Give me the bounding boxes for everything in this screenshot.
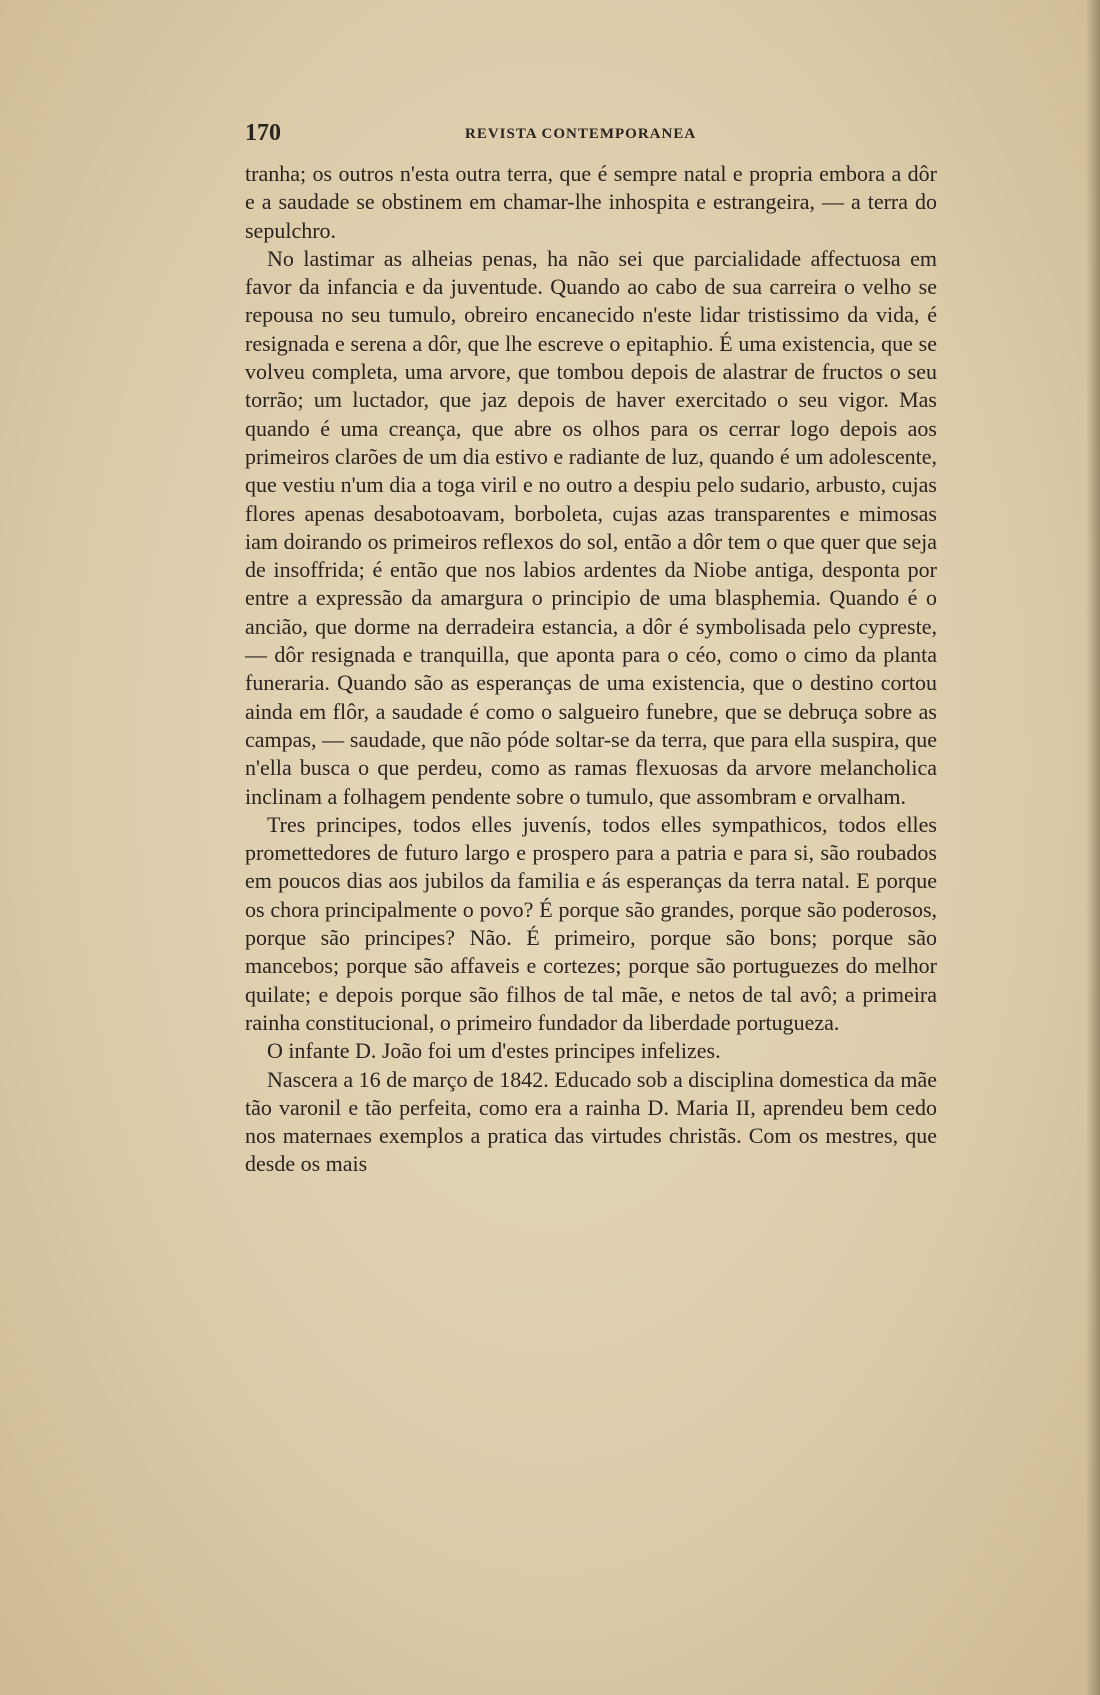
paragraph-5: Nascera a 16 de março de 1842. Educado sob a disciplina domestica da mãe tão varonil e tão perfeita, como era a rainha D. Maria II, aprendeu bem cedo nos maternaes exemplos a pratica das virtudes christãs. Com os mestres, que desde os mais [245, 1066, 937, 1177]
paragraph-2: No lastimar as alheias penas, ha não sei que parcialidade affectuosa em favor da infancia e da juventude. Quando ao cabo de sua carreira o velho se repousa no seu tumulo, obreiro encanecido n'este lidar tristissimo da vida, é resignada e serena a dôr, que lhe escreve o epitaphio. É uma existencia, que se volveu completa, uma arvore, que tombou depois de alastrar de fructos o seu torrão; um luctador, que jaz depois de haver exercitado o seu vigor. Mas quando é uma creança, que abre os olhos para os cerrar logo depois aos primeiros clarões de um dia estivo e radiante de luz, quando é um adolescente, que vestiu n'um dia a toga viril e no outro a despiu pelo sudario, arbusto, cujas flores apenas desabotoavam, borboleta, cujas azas transparentes e mimosas iam doirando os primeiros reflexos do sol, então a dôr tem o que quer que seja de insoffrida; é então que nos labios ardentes da Niobe antiga, desponta por entre a expressão da amargura o principio de uma blasphemia. Quando é o ancião, que dorme na derradeira estancia, a dôr é symbolisada pelo cypreste, — dôr resignada e tranquilla, que aponta para o céo, como o cimo da planta funeraria. Quando são as esperanças de uma existencia, que o destino cortou ainda em flôr, a saudade é como o salgueiro funebre, que se debruça sobre as campas, — saudade, que não póde soltar-se da terra, que para ella suspira, que n'ella busca o que perdeu, como as ramas flexuosas da arvore melancholica inclinam a folhagem pendente sobre o tumulo, que assombram e orvalham. [245, 245, 937, 809]
paragraph-4: O infante D. João foi um d'estes principes infelizes. [267, 1038, 721, 1064]
running-title: REVISTA CONTEMPORANEA [465, 126, 697, 142]
page-number: 170 [245, 120, 281, 146]
body-text [245, 160, 937, 1179]
page-header [245, 120, 935, 150]
paragraph-3: Tres principes, todos elles juvenís, todos elles sympathicos, todos elles promettedores de futuro largo e prospero para a patria e para si, são roubados em poucos dias aos jubilos da familia e ás esperanças da terra natal. E porque os chora principalmente o povo? É porque são grandes, porque são poderosos, porque são principes? Não. É primeiro, porque são bons; porque são mancebos; porque são affaveis e cortezes; porque são portuguezes do melhor quilate; e depois porque são filhos de tal mãe, e netos de tal avô; a primeira rainha constitucional, o primeiro fundador da liberdade portugueza. [245, 811, 937, 1035]
page-edge-shadow [1086, 0, 1100, 1695]
paragraph-1: tranha; os outros n'esta outra terra, que é sempre natal e propria embora a dôr e a saudade se obstinem em chamar-lhe inhospita e estrangeira, — a terra do sepulchro. [245, 161, 937, 243]
